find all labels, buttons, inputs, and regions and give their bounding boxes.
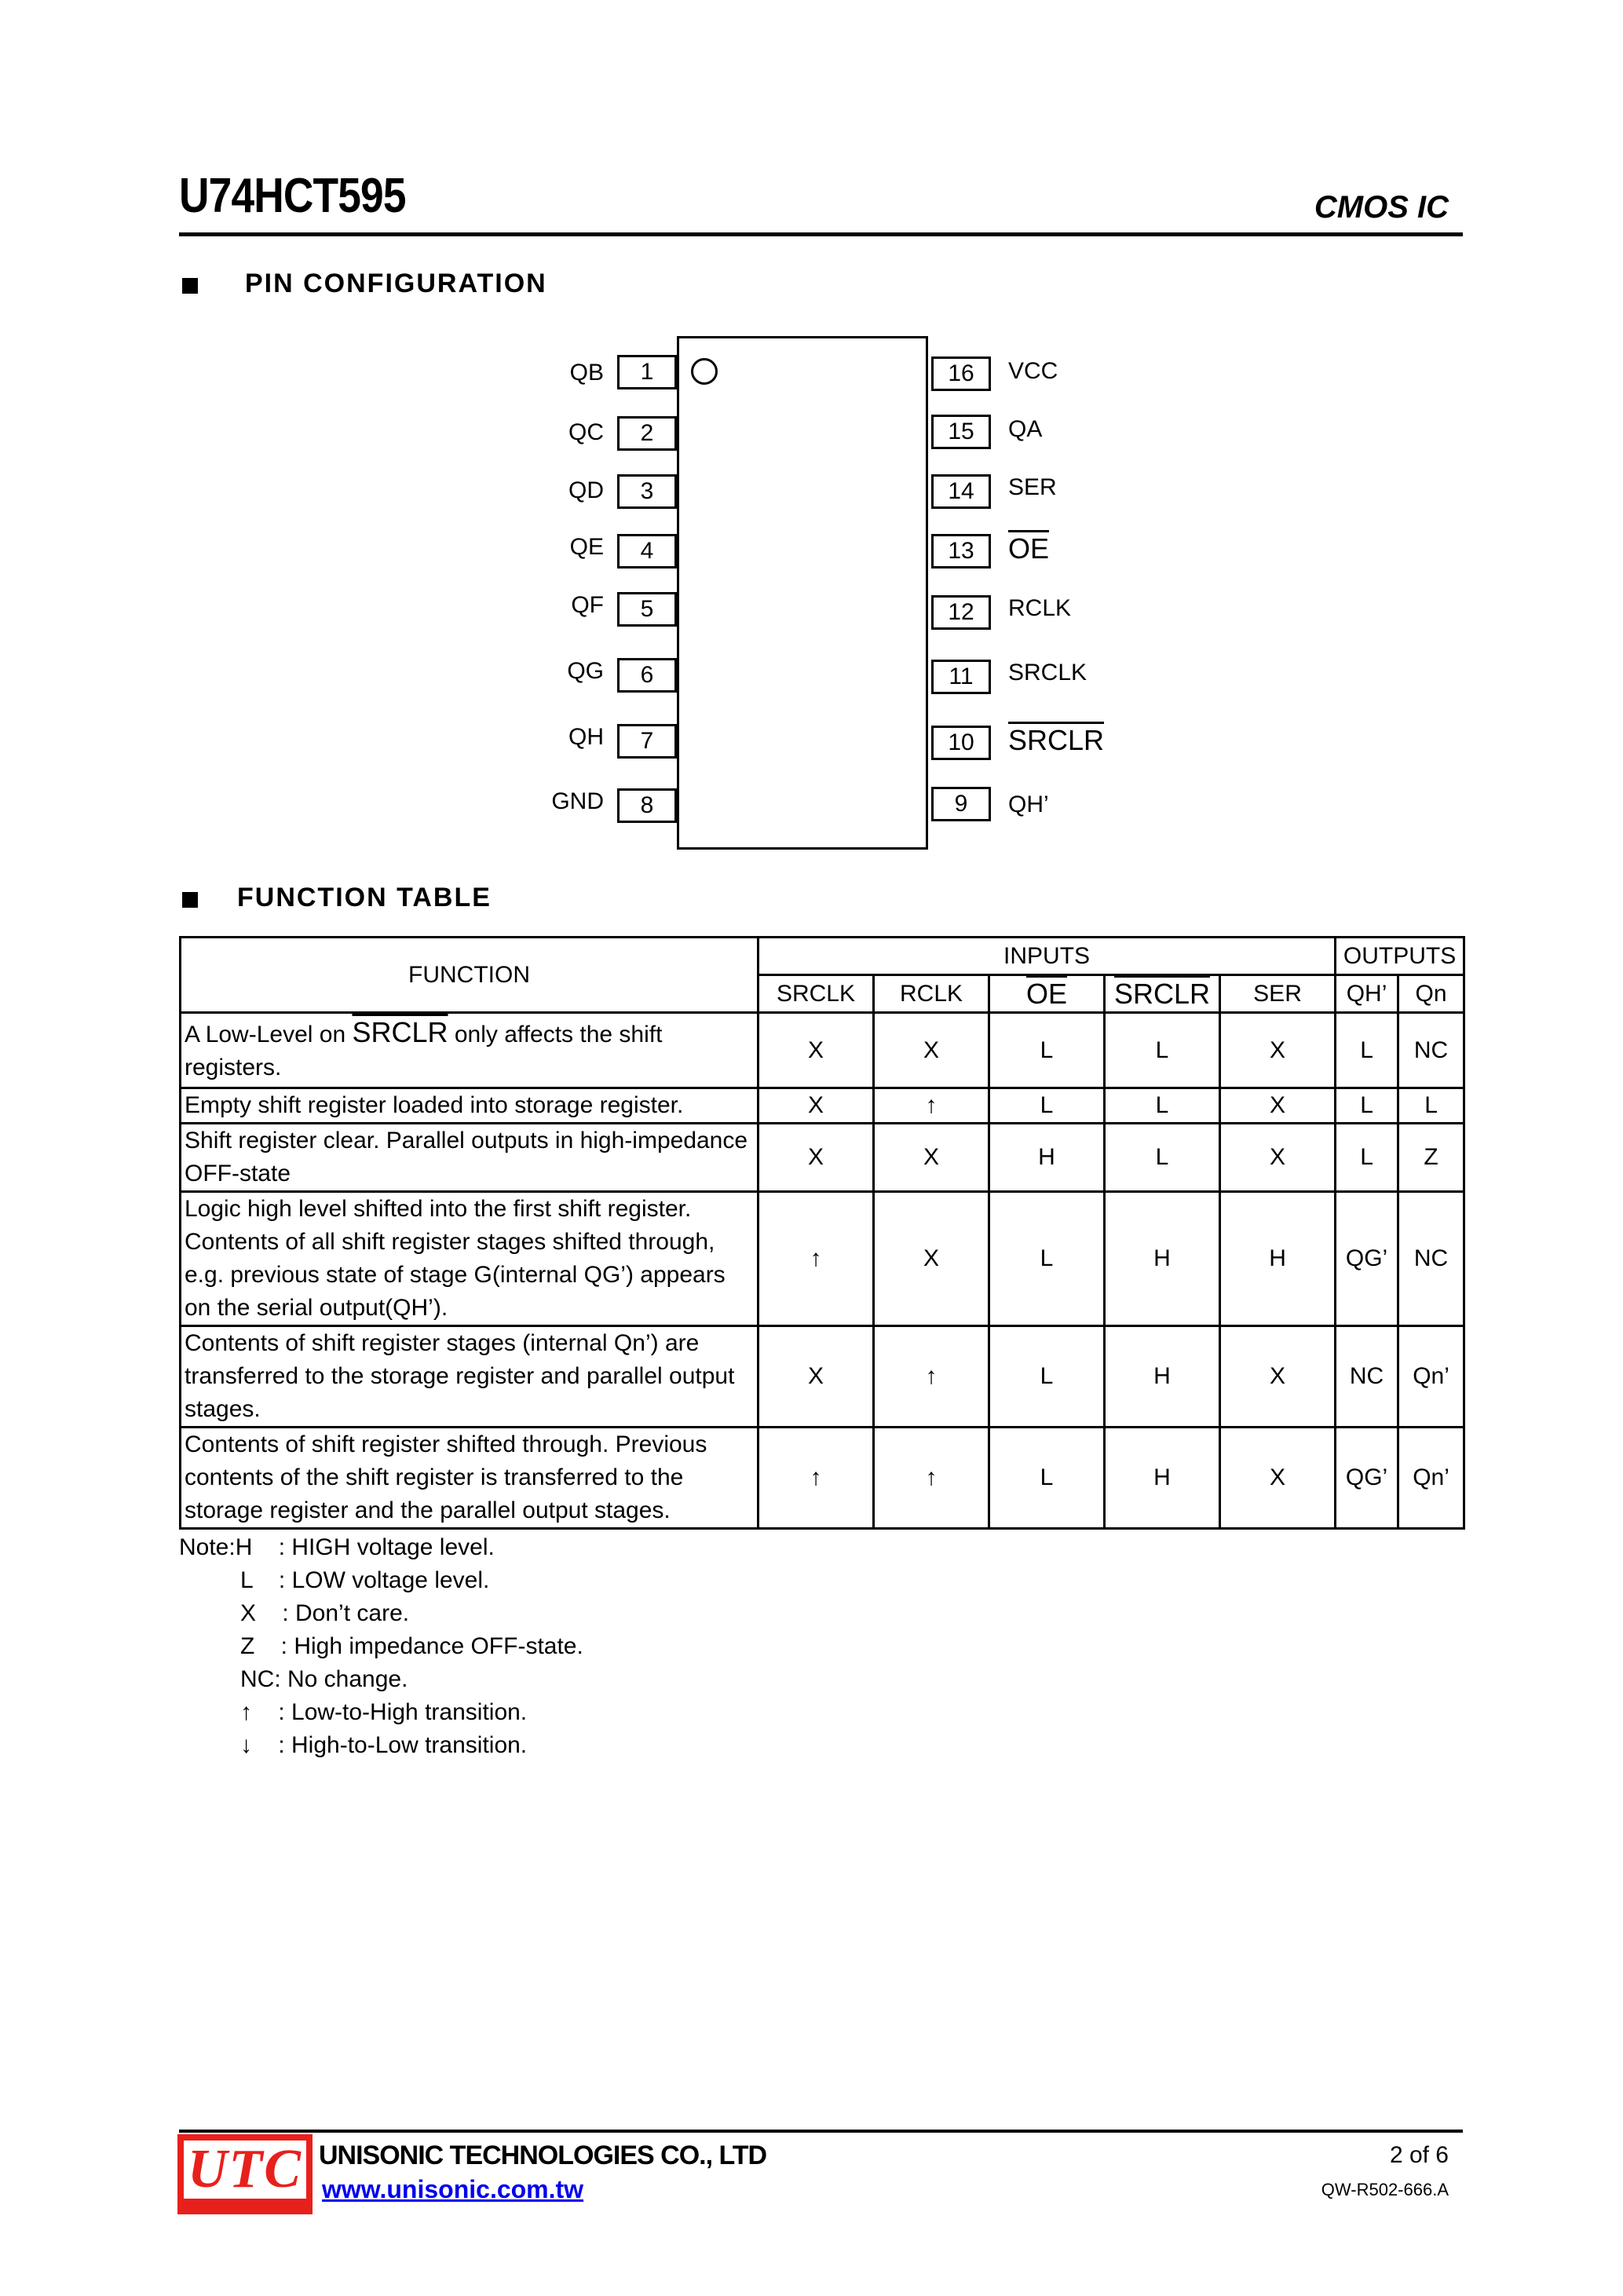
table-cell: L <box>989 1326 1105 1428</box>
pin-number-box: 8 <box>617 788 677 823</box>
table-cell: L <box>989 1013 1105 1088</box>
pin-label-left: QC <box>568 419 604 445</box>
table-cell: X <box>1220 1124 1336 1192</box>
table-cell: Qn’ <box>1398 1428 1464 1529</box>
table-cell: ↑ <box>874 1088 989 1124</box>
desc-text: only affects the shift registers. <box>185 1022 663 1080</box>
table-cell: Z <box>1398 1124 1464 1192</box>
row-description: Shift register clear. Parallel outputs in high-impedance OFF-state <box>181 1124 758 1192</box>
header-rule <box>179 232 1463 236</box>
col-header: SRCLK <box>758 975 874 1013</box>
bullet-icon <box>182 892 198 908</box>
table-cell: QG’ <box>1336 1428 1398 1529</box>
pin-number-box: 3 <box>617 474 677 509</box>
col-header-srclr: SRCLR <box>1105 975 1220 1013</box>
table-row <box>181 1192 1464 1326</box>
note-line: L : LOW voltage level. <box>240 1567 490 1593</box>
pin-label-left: QE <box>569 534 604 560</box>
table-cell: ↑ <box>758 1192 874 1326</box>
table-cell: X <box>758 1013 874 1088</box>
header-outputs: OUTPUTS <box>1336 938 1464 975</box>
note-line: Note:H : HIGH voltage level. <box>179 1534 495 1560</box>
table-cell: H <box>1105 1428 1220 1529</box>
table-cell: NC <box>1336 1326 1398 1428</box>
table-cell: H <box>1220 1192 1336 1326</box>
pin-number-box: 10 <box>931 726 991 760</box>
pin-label-right: SER <box>1008 474 1057 500</box>
ic-package-outline <box>677 336 928 850</box>
note-line: Z : High impedance OFF-state. <box>240 1633 583 1659</box>
pin-number-box: 6 <box>617 658 677 693</box>
pin-number-box: 11 <box>931 660 991 694</box>
pin-number-box: 14 <box>931 474 991 509</box>
pin-number-box: 13 <box>931 534 991 569</box>
table-cell: NC <box>1398 1192 1464 1326</box>
note-line: X : Don’t care. <box>240 1600 410 1626</box>
col-header: SER <box>1220 975 1336 1013</box>
table-cell: H <box>1105 1192 1220 1326</box>
table-cell: X <box>874 1124 989 1192</box>
function-table <box>179 936 1465 1530</box>
table-cell: X <box>1220 1088 1336 1124</box>
col-header: QH’ <box>1336 975 1398 1013</box>
category-label: CMOS IC <box>1314 190 1449 225</box>
table-cell: L <box>1336 1013 1398 1088</box>
footer-rule <box>179 2130 1463 2133</box>
table-cell: X <box>1220 1326 1336 1428</box>
table-cell: Qn’ <box>1398 1326 1464 1428</box>
table-cell: H <box>1105 1326 1220 1428</box>
table-cell: X <box>758 1088 874 1124</box>
note-line: ↑ : Low-to-High transition. <box>240 1699 528 1725</box>
table-cell: NC <box>1398 1013 1464 1088</box>
pin-label-right: RCLK <box>1008 595 1072 621</box>
pin-number-box: 2 <box>617 416 677 451</box>
header-function: FUNCTION <box>181 938 758 1013</box>
col-header: Qn <box>1398 975 1464 1013</box>
table-cell: L <box>1398 1088 1464 1124</box>
utc-logo <box>177 2134 313 2214</box>
pin-label-right-oe: $\overline{OE}$ <box>1008 532 1050 565</box>
section-title-pin-config: PIN CONFIGURATION <box>245 269 547 298</box>
pin-number-box: 15 <box>931 415 991 449</box>
table-row <box>181 1428 1464 1529</box>
table-cell: L <box>1105 1124 1220 1192</box>
pin-label-left: QH <box>568 724 604 750</box>
table-cell: L <box>989 1428 1105 1529</box>
header-inputs: INPUTS <box>758 938 1336 975</box>
table-row <box>181 1124 1464 1192</box>
row-description <box>181 1013 758 1088</box>
note-line: NC: No change. <box>240 1666 408 1692</box>
table-cell: L <box>1105 1013 1220 1088</box>
row-description: Empty shift register loaded into storage register. <box>181 1088 758 1124</box>
note-line: ↓ : High-to-Low transition. <box>240 1732 528 1758</box>
bullet-icon <box>182 278 198 294</box>
part-number: U74HCT595 <box>179 169 406 223</box>
pin-label-left: QB <box>569 360 604 386</box>
table-cell: L <box>1105 1088 1220 1124</box>
row-description: Logic high level shifted into the first shift register. Contents of all shift register stages shifted through, e.g. previous state of stage G(internal QG’) appears on the serial output(QH’). <box>181 1192 758 1326</box>
table-cell: X <box>874 1013 989 1088</box>
table-row <box>181 1013 1464 1088</box>
pin-number-box: 9 <box>931 787 991 821</box>
table-cell: L <box>1336 1124 1398 1192</box>
page-number: 2 of 6 <box>1389 2142 1449 2168</box>
pin-label-left: QD <box>568 477 604 503</box>
pin-number-box: 7 <box>617 724 677 759</box>
pin-label-right-srclr: SRCLR <box>1008 724 1105 756</box>
col-header-oe: $\overline{OE}$ <box>989 975 1105 1013</box>
pin-number-box: 5 <box>617 592 677 627</box>
table-cell: L <box>1336 1088 1398 1124</box>
table-cell: X <box>758 1124 874 1192</box>
pin-label-left: GND <box>551 788 604 814</box>
pin-number-box: 4 <box>617 534 677 569</box>
table-cell: X <box>1220 1428 1336 1529</box>
pin-label-left: QG <box>567 658 604 684</box>
row-description: Contents of shift register shifted through. Previous contents of the shift register is transferred to the storage register and the parallel output stages. <box>181 1428 758 1529</box>
pin-label-left: QF <box>571 592 604 618</box>
section-title-function-table: FUNCTION TABLE <box>237 883 492 912</box>
row-description: Contents of shift register stages (internal Qn’) are transferred to the storage register and parallel output stages. <box>181 1326 758 1428</box>
pin-number-box: 12 <box>931 595 991 630</box>
pin-number-box: 1 <box>617 355 677 389</box>
pin-label-right: QH’ <box>1008 792 1049 817</box>
col-header: RCLK <box>874 975 989 1013</box>
document-number: QW-R502-666.A <box>1321 2180 1449 2199</box>
table-cell: ↑ <box>758 1428 874 1529</box>
table-cell: X <box>1220 1013 1336 1088</box>
table-row <box>181 1088 1464 1124</box>
table-cell: L <box>989 1192 1105 1326</box>
pin-label-right: SRCLK <box>1008 660 1087 686</box>
table-cell: ↑ <box>874 1428 989 1529</box>
pin1-notch-icon <box>691 358 718 385</box>
desc-text: A Low-Level on <box>185 1022 353 1047</box>
company-name: UNISONIC TECHNOLOGIES CO., LTD <box>319 2141 767 2170</box>
pin-label-right: VCC <box>1008 358 1058 384</box>
table-cell: H <box>989 1124 1105 1192</box>
table-cell: L <box>989 1088 1105 1124</box>
logo-text: UTC <box>184 2141 306 2199</box>
table-cell: X <box>874 1192 989 1326</box>
table-row <box>181 1326 1464 1428</box>
table-cell: X <box>758 1326 874 1428</box>
table-cell: ↑ <box>874 1326 989 1428</box>
desc-srclr: SRCLR <box>352 1016 448 1048</box>
company-website-link[interactable]: www.unisonic.com.tw <box>322 2175 584 2203</box>
pin-label-right: QA <box>1008 416 1043 442</box>
table-cell: QG’ <box>1336 1192 1398 1326</box>
pin-number-box: 16 <box>931 356 991 391</box>
